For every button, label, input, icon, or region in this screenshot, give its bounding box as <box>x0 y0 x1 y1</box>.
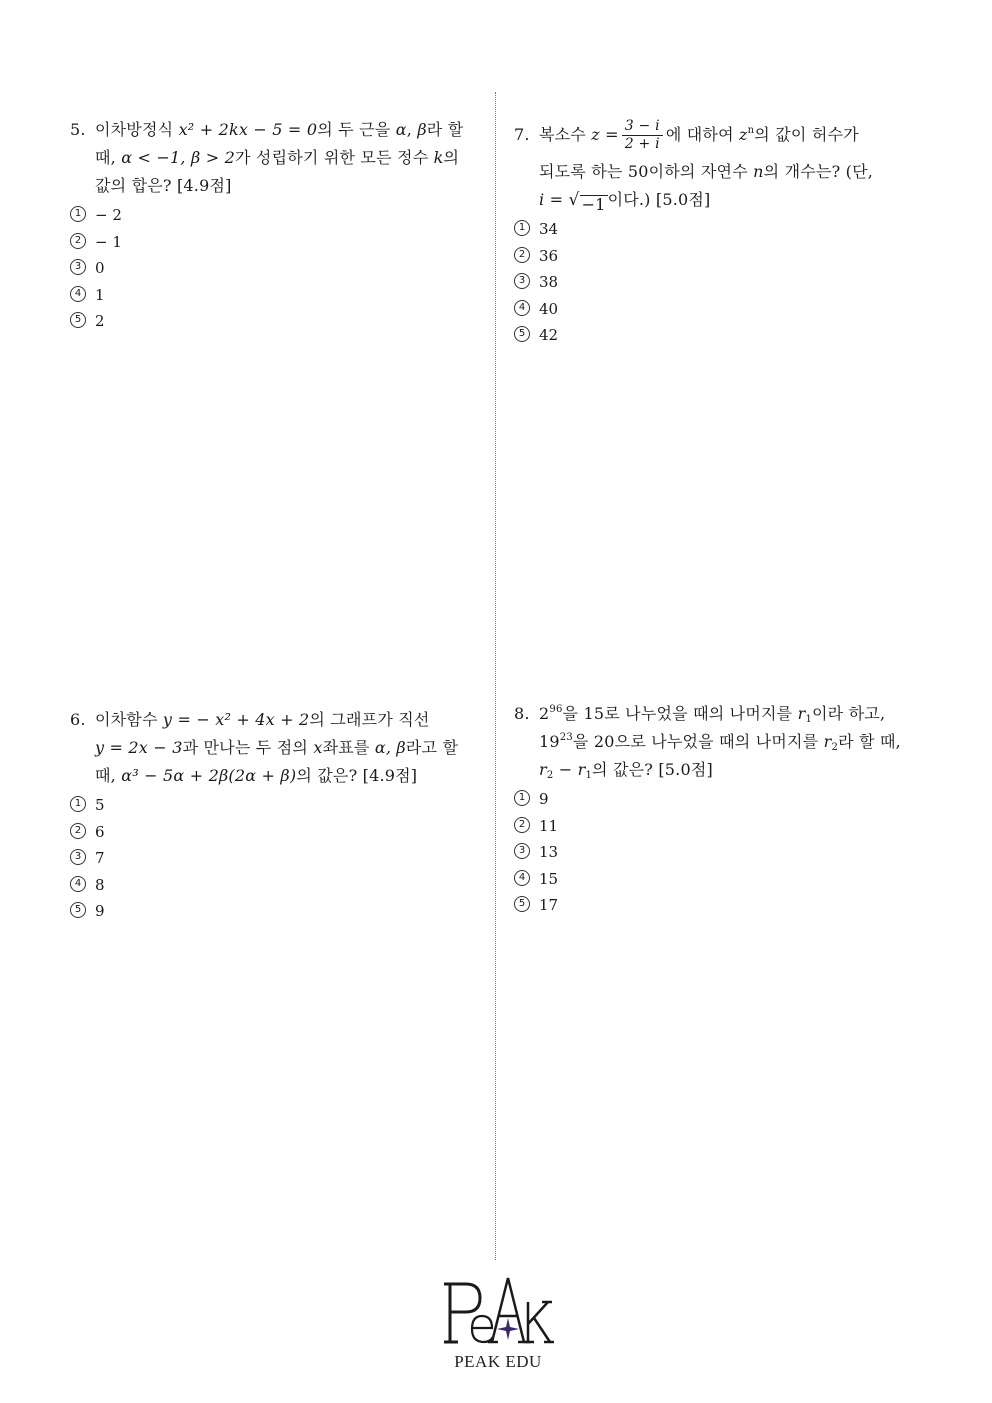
question-text: 의 개수는? (단, <box>763 162 874 181</box>
choice-value: 42 <box>539 326 559 344</box>
choice-number-icon: 3 <box>70 259 86 275</box>
question-text: 라 할 때, <box>838 732 901 751</box>
choice-value: 8 <box>95 875 105 894</box>
choice-list <box>70 792 480 925</box>
question-text: 으로 나누었을 때의 나머지를 <box>614 732 824 751</box>
choice-item[interactable] <box>70 898 480 925</box>
power-base: 19 <box>539 732 560 751</box>
question-5-line-3 <box>70 172 480 200</box>
choice-number-icon: 5 <box>514 326 530 342</box>
question-8-line-2 <box>514 728 924 756</box>
choice-number-icon: 5 <box>514 896 530 912</box>
z-power <box>739 125 754 144</box>
question-8 <box>514 700 924 919</box>
choice-number-icon: 3 <box>514 843 530 859</box>
divisor: 15 <box>583 704 605 723</box>
choice-value: 36 <box>539 246 559 265</box>
choice-item[interactable] <box>514 243 924 270</box>
subscript: 2 <box>831 742 839 753</box>
question-7-line-3 <box>514 186 924 214</box>
question-text: 이라 하고, <box>812 704 886 723</box>
peak-logo-icon <box>436 1276 560 1352</box>
question-text: 의 값이 허수가 <box>754 125 859 144</box>
choice-item[interactable] <box>514 296 924 323</box>
question-text: 을 <box>562 704 584 723</box>
choice-number-icon: 1 <box>70 206 86 222</box>
equation: x² + 2kx − 5 = 0 <box>178 120 318 139</box>
question-text: 을 <box>572 732 594 751</box>
question-text: 복소수 <box>539 125 592 144</box>
choice-value: 7 <box>95 849 105 867</box>
choice-number-icon: 2 <box>514 817 530 833</box>
question-text: 의 값은? [4.9점] <box>296 766 418 785</box>
choice-value: 9 <box>539 790 549 808</box>
choice-item[interactable] <box>70 229 480 256</box>
subscript: 1 <box>585 770 593 781</box>
radical-icon: √ <box>568 190 580 210</box>
question-text: 의 두 근을 <box>317 120 396 139</box>
question-number: 8. <box>514 704 530 723</box>
question-7 <box>514 116 924 349</box>
beta-symbol: β <box>417 120 427 139</box>
choice-item[interactable] <box>514 786 924 813</box>
choice-item[interactable] <box>70 845 480 872</box>
choice-number-icon: 5 <box>70 902 86 918</box>
variable-z: z <box>739 125 748 144</box>
question-number: 6. <box>70 710 86 729</box>
variable-r: r <box>823 732 832 751</box>
choice-number-icon: 3 <box>70 849 86 865</box>
question-text: 에 대하여 <box>665 125 740 144</box>
question-text: 가 성립하기 위한 모든 정수 <box>234 148 434 167</box>
choice-value: 1 <box>95 285 105 304</box>
choice-number-icon: 3 <box>514 273 530 289</box>
variable-r: r <box>539 760 547 779</box>
choice-list <box>70 202 480 335</box>
choice-item[interactable] <box>514 813 924 840</box>
choice-item[interactable] <box>70 792 480 819</box>
column-divider <box>495 92 496 1260</box>
variable-x: x <box>313 738 323 757</box>
fraction <box>622 118 663 153</box>
subscript: 2 <box>546 770 554 781</box>
choice-item[interactable] <box>70 308 480 335</box>
choice-number-icon: 4 <box>514 300 530 316</box>
subscript: 1 <box>805 714 813 725</box>
choice-number-icon: 2 <box>514 247 530 263</box>
choice-number-icon: 1 <box>514 790 530 806</box>
question-7-line-2 <box>514 158 924 186</box>
question-number: 5. <box>70 120 86 139</box>
question-6 <box>70 706 480 925</box>
question-text: 좌표를 <box>322 738 375 757</box>
question-5-line-1 <box>70 116 480 144</box>
variable-n: n <box>753 162 764 181</box>
question-text: 의 <box>443 148 460 167</box>
choice-number-icon: 1 <box>70 796 86 812</box>
question-text: 값의 합은? [4.9점] <box>95 176 232 195</box>
choice-number-icon: 2 <box>70 823 86 839</box>
choice-value: 5 <box>95 796 105 814</box>
choice-item[interactable] <box>70 819 480 846</box>
equation: i = <box>539 190 564 209</box>
question-text: 의 그래프가 직선 <box>309 710 430 729</box>
divisor: 20 <box>593 732 615 751</box>
separator: , <box>406 120 413 139</box>
choice-value: 2 <box>95 312 105 330</box>
choice-value: 11 <box>539 816 559 835</box>
question-text: 때, <box>95 148 122 167</box>
power-base: 2 <box>539 704 550 723</box>
choice-number-icon: 2 <box>70 233 86 249</box>
square-root <box>569 186 608 214</box>
choice-number-icon: 5 <box>70 312 86 328</box>
logo-text: PEAK EDU <box>454 1352 542 1371</box>
question-text: 이하의 자연수 <box>648 162 754 181</box>
question-text: 이차함수 <box>95 710 163 729</box>
fraction-numerator: 3 − i <box>622 118 663 136</box>
question-text: 되도록 하는 <box>539 162 628 181</box>
choice-number-icon: 4 <box>514 870 530 886</box>
question-text: 의 값은? [5.0점] <box>592 760 713 779</box>
choice-value: 38 <box>539 273 559 291</box>
choice-list <box>514 786 924 919</box>
operator: − <box>553 760 578 779</box>
peak-edu-logo <box>436 1276 560 1376</box>
question-6-line-3 <box>70 762 480 790</box>
condition: α < −1, β > 2 <box>121 148 235 167</box>
question-5-line-2 <box>70 144 480 172</box>
roots: α, β <box>374 738 406 757</box>
choice-number-icon: 1 <box>514 220 530 236</box>
question-5 <box>70 116 480 335</box>
choice-item[interactable] <box>514 322 924 349</box>
equation: y = 2x − 3 <box>95 738 183 757</box>
fraction-denominator: 2 + i <box>624 136 660 152</box>
exponent: 23 <box>559 732 573 743</box>
choice-value: − 1 <box>95 232 122 251</box>
question-text: 때, <box>95 766 122 785</box>
choice-list <box>514 216 924 349</box>
variable-r: r <box>797 704 806 723</box>
equation: z = <box>591 125 619 144</box>
number-value: 50 <box>627 162 649 181</box>
choice-value: 34 <box>539 220 559 238</box>
choice-item[interactable] <box>514 892 924 919</box>
choice-item[interactable] <box>514 269 924 296</box>
variable-r: r <box>577 760 586 779</box>
question-text: 이다.) [5.0점] <box>607 190 711 209</box>
question-8-line-3 <box>514 756 924 784</box>
choice-item[interactable] <box>70 255 480 282</box>
radicand: −1 <box>581 195 606 214</box>
choice-item[interactable] <box>514 866 924 893</box>
choice-value: 13 <box>539 843 559 861</box>
alpha-symbol: α <box>395 120 407 139</box>
question-text: 라고 할 <box>405 738 459 757</box>
expression: α³ − 5α + 2β(2α + β) <box>121 766 297 785</box>
question-text: 라 할 <box>426 120 464 139</box>
question-text: 이차방정식 <box>95 120 179 139</box>
choice-number-icon: 4 <box>70 876 86 892</box>
choice-value: 9 <box>95 902 105 920</box>
choice-value: 0 <box>95 259 105 277</box>
question-6-line-1 <box>70 706 480 734</box>
choice-item[interactable] <box>514 216 924 243</box>
exponent: 96 <box>549 704 563 715</box>
choice-item[interactable] <box>70 202 480 229</box>
question-8-line-1 <box>514 700 924 728</box>
choice-value: − 2 <box>95 206 122 224</box>
choice-item[interactable] <box>70 872 480 899</box>
choice-item[interactable] <box>70 282 480 309</box>
question-6-line-2 <box>70 734 480 762</box>
equation: y = − x² + 4x + 2 <box>162 710 310 729</box>
choice-value: 6 <box>95 822 105 841</box>
choice-value: 40 <box>539 299 559 318</box>
choice-value: 17 <box>539 896 559 914</box>
question-7-line-1 <box>514 116 924 154</box>
choice-value: 15 <box>539 869 559 888</box>
variable-k: k <box>433 148 444 167</box>
question-number: 7. <box>514 125 530 144</box>
choice-number-icon: 4 <box>70 286 86 302</box>
exponent: n <box>747 125 755 136</box>
question-text: 과 만나는 두 점의 <box>182 738 314 757</box>
choice-item[interactable] <box>514 839 924 866</box>
question-text: 로 나누었을 때의 나머지를 <box>604 704 798 723</box>
